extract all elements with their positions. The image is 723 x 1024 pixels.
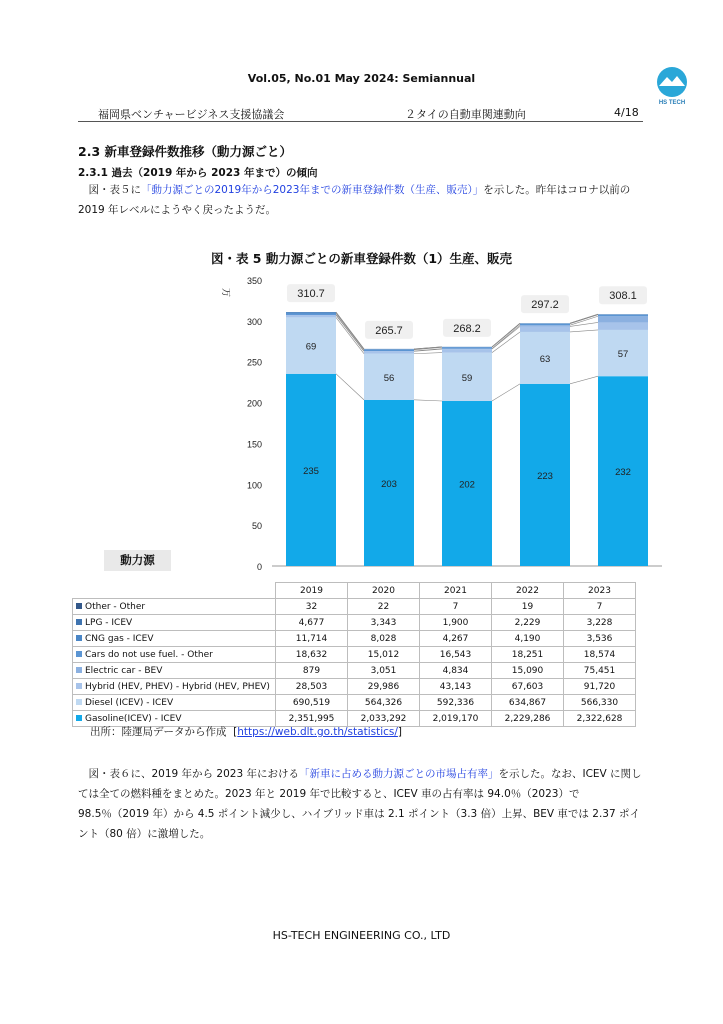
series-connector: [570, 314, 598, 323]
legend-swatch: [76, 683, 82, 689]
table-cell: 32: [276, 599, 348, 615]
table-cell: 4,834: [420, 663, 492, 679]
header-organization: 福岡県ベンチャービジネス支援協議会: [98, 108, 285, 121]
y-tick-label: 50: [251, 521, 262, 532]
segment-value-label: 56: [383, 372, 395, 384]
series-label: CNG gas - ICEV: [73, 631, 276, 647]
source-link[interactable]: https://web.dlt.go.th/statistics/: [237, 726, 398, 738]
figure-reference-5[interactable]: 「動力源ごとの2019年から2023年までの新車登録件数（生産、販売）」: [141, 184, 484, 196]
total-label: 265.7: [375, 324, 403, 337]
segment-value-label: 235: [303, 465, 319, 477]
segment-value-label: 63: [539, 353, 551, 365]
header-topic: ２タイの自動車関連動向: [405, 108, 526, 121]
y-axis-unit: 万: [221, 288, 231, 298]
legend-swatch: [76, 715, 82, 721]
legend-swatch: [76, 667, 82, 673]
table-cell: 91,720: [564, 679, 636, 695]
series-connector: [492, 326, 520, 349]
year-header: 2023: [564, 583, 636, 599]
table-cell: 15,012: [348, 647, 420, 663]
table-cell: 15,090: [492, 663, 564, 679]
analysis-text-post: を示した。なお、ICEV に関しては全ての燃料種をまとめた。2023 年と 2019 年で比較すると、ICEV 車の占有率は 94.0％（2023）で 98.5％（2019 年）から 4.5 ポイント減少し、ハイブリッド車は 2.1 ポイント（3.3 倍）上昇、BEV 車では 2.37 ポイント（80 倍）に激増した。: [78, 768, 642, 840]
series-connector: [492, 384, 520, 401]
series-label: Gasoline(ICEV) - ICEV: [73, 711, 276, 727]
bar-segment: [364, 350, 414, 351]
table-row: [73, 615, 636, 631]
table-cell: 22: [348, 599, 420, 615]
table-cell: 690,519: [276, 695, 348, 711]
table-cell: 19: [492, 599, 564, 615]
table-cell: 3,051: [348, 663, 420, 679]
table-cell: 2,229: [492, 615, 564, 631]
table-cell: 3,343: [348, 615, 420, 631]
source-note: 出所：陸運局データから作成 [https://web.dlt.go.th/statistics/]: [90, 726, 403, 738]
bar-segment: [442, 349, 492, 353]
table-cell: 4,677: [276, 615, 348, 631]
legend-swatch: [76, 699, 82, 705]
section-heading: 2.3 新車登録件数推移（動力源ごと）: [78, 144, 292, 159]
total-label: 310.7: [297, 288, 325, 301]
year-header: 2022: [492, 583, 564, 599]
table-cell: 1,900: [420, 615, 492, 631]
series-label: Hybrid (HEV, PHEV) - Hybrid (HEV, PHEV): [73, 679, 276, 695]
footer-company: HS-TECH ENGINEERING CO., LTD: [272, 929, 451, 942]
data-table: [72, 582, 636, 727]
bar-segment: [598, 315, 648, 317]
series-label: Cars do not use fuel. - Other: [73, 647, 276, 663]
table-cell: 43,143: [420, 679, 492, 695]
series-connector: [414, 400, 442, 401]
table-cell: 2,351,995: [276, 711, 348, 727]
bar-segment: [598, 316, 648, 322]
y-tick-label: 350: [246, 276, 262, 286]
y-tick-label: 250: [246, 357, 262, 368]
year-header: 2019: [276, 583, 348, 599]
page-number: 4/18: [614, 106, 639, 119]
legend-swatch: [76, 635, 82, 641]
series-connector: [336, 315, 364, 351]
table-row: [73, 631, 636, 647]
series-label: Diesel (ICEV) - ICEV: [73, 695, 276, 711]
segment-value-label: 232: [615, 467, 631, 479]
bar-segment: [286, 315, 336, 317]
series-connector: [570, 316, 598, 325]
bar-segment: [598, 322, 648, 329]
table-cell: 7: [420, 599, 492, 615]
segment-value-label: 69: [305, 341, 317, 353]
table-cell: 18,632: [276, 647, 348, 663]
series-connector: [492, 325, 520, 348]
table-cell: 29,986: [348, 679, 420, 695]
table-cell: 11,714: [276, 631, 348, 647]
legend-title: 動力源: [104, 550, 171, 571]
table-cell: 2,229,286: [492, 711, 564, 727]
total-label: 268.2: [453, 322, 481, 335]
y-tick-label: 0: [256, 562, 262, 572]
bar-segment: [442, 347, 492, 348]
series-label: Other - Other: [73, 599, 276, 615]
legend-swatch: [76, 651, 82, 657]
bar-segment: [364, 351, 414, 353]
table-cell: 7: [564, 599, 636, 615]
series-connector: [570, 330, 598, 332]
bar-segment: [520, 326, 570, 332]
table-cell: 75,451: [564, 663, 636, 679]
series-connector: [336, 312, 364, 349]
y-tick-label: 150: [246, 439, 262, 450]
y-tick-label: 200: [246, 398, 262, 409]
table-row: [73, 663, 636, 679]
table-row: [73, 695, 636, 711]
chart-title: 図・表 5 動力源ごとの新車登録件数（1）生産、販売: [210, 251, 513, 266]
hs-tech-logo: [650, 64, 694, 108]
segment-value-label: 223: [537, 470, 553, 482]
series-connector: [336, 313, 364, 349]
table-cell: 4,267: [420, 631, 492, 647]
table-cell: 18,574: [564, 647, 636, 663]
segment-value-label: 57: [617, 349, 629, 361]
stacked-bar-chart: [0, 270, 723, 582]
table-row: [73, 599, 636, 615]
table-cell: 2,322,628: [564, 711, 636, 727]
bar-segment: [286, 313, 336, 315]
table-cell: 566,330: [564, 695, 636, 711]
figure-reference-6[interactable]: 「新車に占める動力源ごとの市場占有率」: [298, 768, 499, 780]
table-cell: 28,503: [276, 679, 348, 695]
year-header: 2021: [420, 583, 492, 599]
table-corner: [73, 583, 276, 599]
table-cell: 564,326: [348, 695, 420, 711]
table-cell: 16,543: [420, 647, 492, 663]
table-cell: 634,867: [492, 695, 564, 711]
series-connector: [336, 317, 364, 353]
subsection-heading: 2.3.1 過去（2019 年から 2023 年まで）の傾向: [78, 167, 318, 179]
table-cell: 3,536: [564, 631, 636, 647]
analysis-paragraph: [78, 764, 648, 844]
bar-segment: [286, 313, 336, 314]
volume-line: Vol.05, No.01 May 2024: Semiannual: [247, 72, 476, 85]
year-header: 2020: [348, 583, 420, 599]
table-cell: 4,190: [492, 631, 564, 647]
y-tick-label: 100: [246, 480, 262, 491]
series-connector: [570, 376, 598, 384]
intro-text-pre: 図・表５に: [78, 184, 141, 196]
series-connector: [336, 374, 364, 400]
bar-segment: [364, 349, 414, 350]
segment-value-label: 202: [459, 479, 475, 491]
y-tick-label: 300: [246, 316, 262, 327]
header-divider: [78, 121, 643, 122]
segment-value-label: 203: [381, 478, 397, 490]
table-cell: 8,028: [348, 631, 420, 647]
intro-paragraph: [78, 180, 648, 220]
table-cell: 67,603: [492, 679, 564, 695]
series-connector: [414, 353, 442, 354]
segment-value-label: 59: [461, 372, 473, 384]
table-cell: 2,033,292: [348, 711, 420, 727]
table-cell: 2,019,170: [420, 711, 492, 727]
series-label: LPG - ICEV: [73, 615, 276, 631]
table-header-row: [73, 583, 636, 599]
total-label: 297.2: [531, 299, 559, 312]
bar-segment: [520, 324, 570, 325]
table-row: [73, 647, 636, 663]
series-label: Electric car - BEV: [73, 663, 276, 679]
intro-text-post: を示した。昨年はコロナ以前の 2019 年レベルにようやく戻ったようだ。: [78, 184, 631, 216]
table-cell: 18,251: [492, 647, 564, 663]
legend-swatch: [76, 619, 82, 625]
table-cell: 879: [276, 663, 348, 679]
table-cell: 3,228: [564, 615, 636, 631]
source-label: 出所：陸運局データから作成: [90, 726, 227, 738]
series-connector: [570, 322, 598, 326]
table-cell: 592,336: [420, 695, 492, 711]
legend-swatch: [76, 603, 82, 609]
total-label: 308.1: [609, 290, 637, 303]
logo-text: HS TECH: [658, 100, 686, 106]
analysis-text-pre: 図・表６に、2019 年から 2023 年における: [78, 768, 299, 780]
table-row: [73, 679, 636, 695]
bar-segment: [520, 325, 570, 326]
